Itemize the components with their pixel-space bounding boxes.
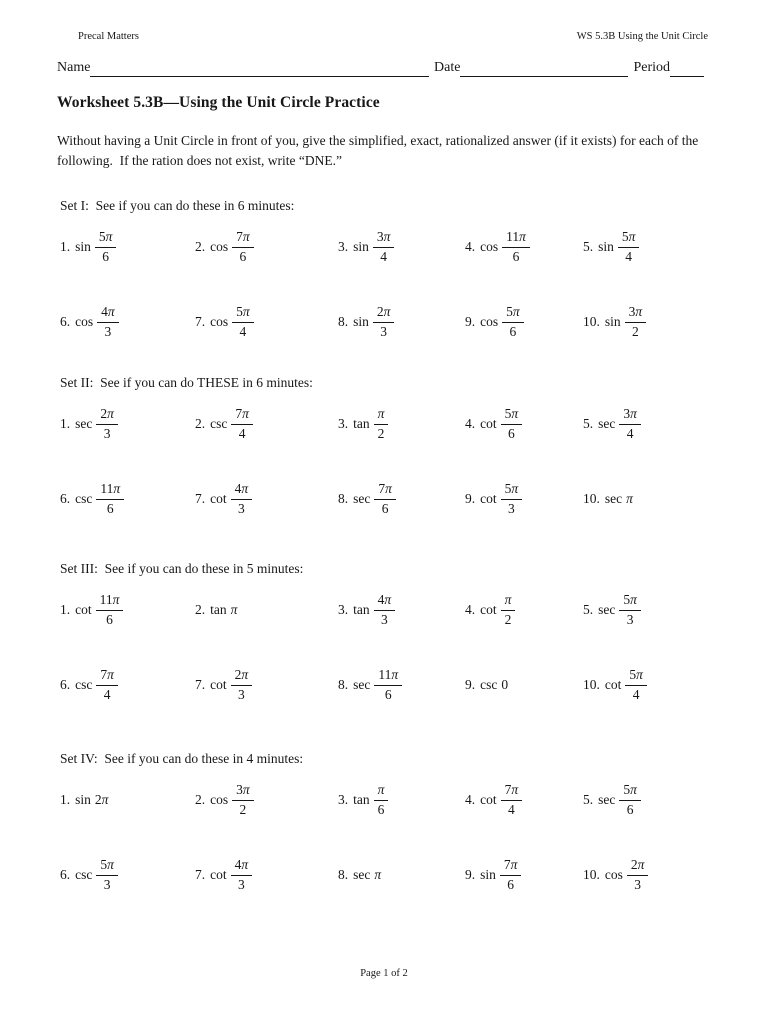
problem-row	[60, 587, 718, 633]
trig-function-name: cot	[210, 867, 227, 882]
pi-symbol: π	[241, 667, 249, 683]
fraction	[619, 592, 641, 628]
fraction	[231, 857, 253, 893]
problem-7	[195, 667, 338, 703]
fraction-numerator: 11π	[502, 229, 530, 247]
problem-9	[465, 304, 583, 340]
fraction-denominator: 4	[632, 686, 640, 702]
name-date-period-row	[57, 59, 704, 77]
problem-number: 7.	[195, 867, 206, 882]
problem-2	[195, 229, 338, 265]
fraction-denominator: 4	[238, 425, 246, 441]
fraction-numerator: 5π	[96, 857, 118, 875]
fraction-denominator: 4	[508, 801, 515, 817]
pi-symbol: π	[383, 304, 391, 320]
problem-5	[583, 229, 718, 265]
fraction-numerator: 5π	[625, 667, 647, 685]
fraction-denominator: 2	[632, 323, 639, 339]
trig-function-name: csc	[480, 677, 498, 692]
problem-number: 6.	[60, 314, 71, 329]
fraction	[373, 229, 395, 265]
problem-number: 2.	[195, 416, 206, 431]
trig-function-name: sec	[604, 491, 623, 506]
fraction	[502, 304, 524, 340]
fraction-numerator: 5π	[619, 592, 641, 610]
fraction-numerator	[374, 782, 389, 800]
problem-number: 1.	[60, 602, 71, 617]
problem-set-3	[60, 560, 718, 708]
fraction-denominator: 6	[384, 686, 392, 702]
problem-number: 1.	[60, 239, 71, 254]
problem-row	[60, 299, 718, 345]
trig-function-name: csc	[210, 416, 228, 431]
problem-2	[195, 406, 338, 442]
trig-function-name: cos	[480, 314, 499, 329]
trig-function-name: sin	[75, 792, 91, 807]
fraction	[501, 406, 523, 442]
fraction	[502, 229, 530, 265]
pi-symbol: π	[383, 229, 391, 245]
pi-symbol: π	[374, 867, 382, 882]
fraction-numerator: 11π	[96, 481, 124, 499]
fraction	[373, 304, 395, 340]
problem-number: 3.	[338, 602, 349, 617]
trig-function-name: sin	[480, 867, 496, 882]
set-heading: Set IV: See if you can do these in 4 minutes:	[60, 751, 304, 766]
trig-function-name: cot	[210, 677, 227, 692]
trig-function-name: cot	[480, 792, 497, 807]
fraction-denominator: 6	[106, 500, 114, 516]
trig-function-name: sin	[598, 239, 614, 254]
problem-1	[60, 406, 195, 442]
fraction-numerator: 5π	[619, 782, 641, 800]
fraction-denominator: 3	[238, 500, 245, 516]
pi-symbol: π	[112, 592, 120, 608]
problem-number: 9.	[465, 491, 476, 506]
trig-function-name: sin	[353, 314, 369, 329]
problem-9	[465, 677, 583, 693]
fraction-denominator: 6	[377, 801, 385, 817]
trig-function-name: sec	[353, 491, 371, 506]
fraction-numerator: 2π	[231, 667, 253, 685]
fraction-denominator: 6	[509, 323, 517, 339]
problem-3	[338, 782, 465, 818]
trig-function-name: csc	[75, 677, 93, 692]
pi-symbol: π	[107, 667, 114, 683]
fraction-numerator: 4π	[97, 304, 119, 322]
header-right-text: WS 5.3B Using the Unit Circle	[576, 31, 708, 42]
pi-symbol: π	[511, 782, 519, 798]
problem-8	[338, 481, 465, 517]
problem-row	[60, 852, 718, 898]
pi-symbol: π	[385, 481, 392, 497]
problem-4	[465, 592, 583, 628]
fraction-denominator: 4	[625, 248, 633, 264]
fraction-denominator: 4	[626, 425, 634, 441]
fraction-numerator	[501, 592, 516, 610]
fraction-denominator: 3	[103, 876, 111, 892]
trig-function-name: cot	[480, 491, 497, 506]
problem-number: 9.	[465, 677, 476, 692]
fraction-denominator: 6	[508, 425, 515, 441]
problem-number: 6.	[60, 677, 71, 692]
fraction-numerator: 3π	[625, 304, 647, 322]
fraction	[374, 406, 389, 442]
trig-function-name: cos	[75, 314, 94, 329]
fraction-denominator: 3	[238, 876, 245, 892]
fraction	[627, 857, 649, 893]
fraction-numerator: 7π	[232, 229, 254, 247]
fraction-denominator: 6	[106, 611, 113, 627]
function-argument	[374, 867, 381, 883]
trig-function-name: tan	[353, 602, 370, 617]
trig-function-name: sec	[598, 602, 616, 617]
fraction	[95, 229, 117, 265]
fraction-numerator: 3π	[373, 229, 395, 247]
pi-symbol: π	[230, 602, 238, 617]
fraction	[96, 592, 124, 628]
problem-3	[338, 229, 465, 265]
problem-10	[583, 491, 718, 507]
fraction-numerator: 3π	[619, 406, 641, 424]
fraction-denominator: 3	[238, 686, 245, 702]
problem-3	[338, 592, 465, 628]
problem-7	[195, 481, 338, 517]
page-number-footer: Page 1 of 2	[360, 968, 408, 979]
fraction	[97, 304, 119, 340]
problem-number: 6.	[60, 867, 71, 882]
fraction-numerator: 5π	[232, 304, 254, 322]
fraction	[619, 406, 641, 442]
fraction	[625, 304, 647, 340]
pi-symbol: π	[637, 857, 645, 873]
pi-symbol: π	[519, 229, 526, 245]
trig-function-name: sin	[75, 239, 91, 254]
pi-symbol: π	[391, 667, 399, 683]
problem-number: 4.	[465, 602, 476, 617]
trig-function-name: cos	[210, 239, 229, 254]
fraction	[501, 592, 516, 628]
fraction-denominator: 3	[381, 611, 388, 627]
problem-number: 5.	[583, 792, 594, 807]
fraction	[619, 782, 641, 818]
fraction-numerator	[374, 406, 389, 424]
trig-function-name: cos	[210, 314, 229, 329]
problem-row	[60, 401, 718, 447]
set-heading: Set I: See if you can do these in 6 minutes:	[60, 198, 295, 213]
trig-function-name: sin	[353, 239, 369, 254]
problem-6	[60, 304, 195, 340]
fraction-numerator: 11π	[96, 592, 124, 610]
fraction-numerator: 5π	[501, 406, 523, 424]
fraction-numerator: 7π	[374, 481, 396, 499]
problem-6	[60, 481, 195, 517]
problem-set-4	[60, 750, 718, 898]
problem-4	[465, 406, 583, 442]
trig-function-name: tan	[210, 602, 227, 617]
set-heading: Set II: See if you can do THESE in 6 minutes:	[60, 375, 313, 390]
pi-symbol: π	[107, 857, 114, 873]
fraction-denominator: 6	[381, 500, 389, 516]
fraction-denominator: 3	[104, 323, 112, 339]
fraction	[232, 782, 254, 818]
problem-10	[583, 304, 718, 340]
fraction-denominator: 2	[377, 425, 385, 441]
trig-function-name: sec	[353, 867, 371, 882]
trig-function-name: sec	[353, 677, 371, 692]
page-title: Worksheet 5.3B—Using the Unit Circle Practice	[57, 94, 380, 111]
problem-4	[465, 782, 583, 818]
fraction-numerator: 7π	[501, 782, 523, 800]
fraction	[374, 481, 396, 517]
trig-function-name: sin	[604, 314, 621, 329]
trig-function-name: csc	[75, 491, 93, 506]
problem-number: 5.	[583, 602, 594, 617]
problem-9	[465, 481, 583, 517]
header-left-text: Precal Matters	[78, 31, 139, 42]
trig-function-name: tan	[353, 792, 370, 807]
problem-number: 5.	[583, 416, 594, 431]
fraction	[501, 481, 523, 517]
pi-symbol: π	[511, 481, 519, 497]
set-heading: Set III: See if you can do these in 5 minutes:	[60, 561, 304, 576]
trig-function-name: cot	[480, 416, 497, 431]
pi-symbol: π	[101, 792, 109, 807]
fraction	[618, 229, 640, 265]
fraction-numerator: 2π	[373, 304, 395, 322]
problem-number: 2.	[195, 602, 206, 617]
trig-function-name: cot	[75, 602, 92, 617]
fraction	[374, 592, 396, 628]
fraction	[625, 667, 647, 703]
problem-7	[195, 857, 338, 893]
problem-6	[60, 667, 195, 703]
problem-number: 1.	[60, 416, 71, 431]
pi-symbol: π	[377, 782, 385, 798]
pi-symbol: π	[107, 406, 114, 422]
fraction	[232, 304, 254, 340]
fraction-denominator: 3	[103, 425, 111, 441]
fraction-denominator: 3	[626, 611, 634, 627]
fraction-numerator: 5π	[502, 304, 524, 322]
problem-10	[583, 667, 718, 703]
problem-number: 1.	[60, 792, 71, 807]
period-blank-line	[670, 61, 704, 77]
pi-symbol: π	[626, 491, 633, 506]
fraction-denominator: 4	[239, 323, 247, 339]
problem-number: 8.	[338, 314, 349, 329]
problem-number: 9.	[465, 314, 476, 329]
function-argument: 0	[501, 677, 509, 692]
pi-symbol: π	[630, 592, 637, 608]
problem-row	[60, 224, 718, 270]
fraction	[96, 667, 118, 703]
fraction-numerator: 7π	[231, 406, 253, 424]
fraction-numerator: 2π	[96, 406, 118, 424]
problem-1	[60, 592, 195, 628]
fraction-denominator: 2	[504, 611, 512, 627]
problem-5	[583, 782, 718, 818]
problem-number: 9.	[465, 867, 476, 882]
instructions-paragraph: Without having a Unit Circle in front of you, give the simplified, exact, rationalized answer (if it exists) for each of the following. If the ration does not exist, write “DNE.”	[57, 133, 702, 168]
pi-symbol: π	[510, 857, 518, 873]
fraction-denominator: 4	[380, 248, 388, 264]
problem-number: 7.	[195, 491, 206, 506]
fraction-denominator: 3	[634, 876, 641, 892]
problem-number: 4.	[465, 239, 476, 254]
function-argument	[626, 491, 633, 507]
pi-symbol: π	[113, 481, 121, 497]
fraction	[501, 782, 523, 818]
problem-number: 3.	[338, 792, 349, 807]
problem-row	[60, 777, 718, 823]
problem-number: 3.	[338, 239, 349, 254]
fraction	[232, 229, 254, 265]
trig-function-name: cot	[210, 491, 227, 506]
fraction-numerator: 4π	[374, 592, 396, 610]
problem-2	[195, 782, 338, 818]
fraction	[96, 406, 118, 442]
date-label: Date	[434, 60, 461, 75]
problem-4	[465, 229, 583, 265]
problem-10	[583, 857, 718, 893]
name-label: Name	[57, 60, 91, 75]
problem-number: 10.	[583, 677, 600, 692]
pi-symbol: π	[107, 304, 115, 320]
pi-symbol: π	[377, 406, 385, 422]
pi-symbol: π	[242, 782, 250, 798]
trig-function-name: sec	[598, 792, 616, 807]
trig-function-name: cos	[480, 239, 499, 254]
pi-symbol: π	[242, 406, 249, 422]
problem-row	[60, 662, 718, 708]
problem-number: 7.	[195, 677, 206, 692]
fraction-denominator: 6	[102, 248, 110, 264]
fraction	[500, 857, 522, 893]
fraction	[96, 481, 124, 517]
fraction-denominator: 3	[380, 323, 388, 339]
function-argument: 2π	[94, 792, 109, 807]
fraction	[231, 406, 253, 442]
problem-number: 4.	[465, 792, 476, 807]
running-header	[78, 31, 708, 44]
problem-number: 2.	[195, 792, 206, 807]
problem-number: 3.	[338, 416, 349, 431]
period-label: Period	[633, 60, 670, 75]
fraction-denominator: 6	[626, 801, 634, 817]
fraction	[374, 782, 389, 818]
problem-number: 8.	[338, 677, 349, 692]
problem-3	[338, 406, 465, 442]
problem-number: 8.	[338, 491, 349, 506]
function-argument	[231, 602, 238, 618]
problem-number: 2.	[195, 239, 206, 254]
trig-function-name: tan	[353, 416, 370, 431]
pi-symbol: π	[635, 304, 643, 320]
pi-symbol: π	[504, 592, 512, 608]
problem-number: 8.	[338, 867, 349, 882]
fraction-numerator: 5π	[501, 481, 523, 499]
trig-function-name: cos	[604, 867, 623, 882]
pi-symbol: π	[384, 592, 392, 608]
trig-function-name: csc	[75, 867, 93, 882]
pi-symbol: π	[242, 304, 250, 320]
fraction-numerator: 5π	[618, 229, 640, 247]
pi-symbol: π	[628, 229, 636, 245]
pi-symbol: π	[241, 481, 249, 497]
trig-function-name: sec	[75, 416, 93, 431]
problem-1	[60, 229, 195, 265]
problem-number: 10.	[583, 867, 600, 882]
fraction-numerator: 4π	[231, 857, 253, 875]
problem-1	[60, 792, 195, 808]
fraction-denominator: 4	[103, 686, 111, 702]
fraction	[96, 857, 118, 893]
fraction	[231, 481, 253, 517]
problem-row	[60, 476, 718, 522]
date-blank-line	[460, 61, 628, 77]
pi-symbol: π	[241, 857, 249, 873]
problem-number: 4.	[465, 416, 476, 431]
problem-number: 6.	[60, 491, 71, 506]
fraction-numerator: 7π	[500, 857, 522, 875]
fraction-numerator: 5π	[95, 229, 117, 247]
fraction-numerator: 4π	[231, 481, 253, 499]
fraction-denominator: 2	[239, 801, 247, 817]
problem-8	[338, 304, 465, 340]
trig-function-name: cot	[480, 602, 497, 617]
problem-8	[338, 867, 465, 883]
fraction-numerator: 2π	[627, 857, 649, 875]
fraction-numerator: 7π	[96, 667, 118, 685]
pi-symbol: π	[636, 667, 643, 683]
problem-7	[195, 304, 338, 340]
trig-function-name: sec	[598, 416, 616, 431]
pi-symbol: π	[105, 229, 113, 245]
problem-number: 10.	[583, 314, 600, 329]
trig-function-name: cot	[604, 677, 622, 692]
pi-symbol: π	[630, 406, 637, 422]
pi-symbol: π	[242, 229, 250, 245]
problem-number: 7.	[195, 314, 206, 329]
problem-set-2	[60, 374, 718, 522]
fraction-numerator: 11π	[374, 667, 402, 685]
problem-set-1	[60, 197, 718, 345]
problem-5	[583, 592, 718, 628]
fraction-denominator: 6	[507, 876, 515, 892]
pi-symbol: π	[630, 782, 637, 798]
fraction-denominator: 6	[239, 248, 247, 264]
problem-5	[583, 406, 718, 442]
name-blank-line	[90, 61, 429, 77]
problem-8	[338, 667, 465, 703]
problem-number: 5.	[583, 239, 594, 254]
problem-9	[465, 857, 583, 893]
fraction	[231, 667, 253, 703]
problem-6	[60, 857, 195, 893]
problem-2	[195, 602, 338, 618]
fraction-denominator: 6	[512, 248, 520, 264]
fraction-denominator: 3	[508, 500, 515, 516]
problem-number: 10.	[583, 491, 600, 506]
pi-symbol: π	[512, 304, 520, 320]
pi-symbol: π	[511, 406, 519, 422]
fraction-numerator: 3π	[232, 782, 254, 800]
fraction	[374, 667, 402, 703]
trig-function-name: cos	[210, 792, 229, 807]
